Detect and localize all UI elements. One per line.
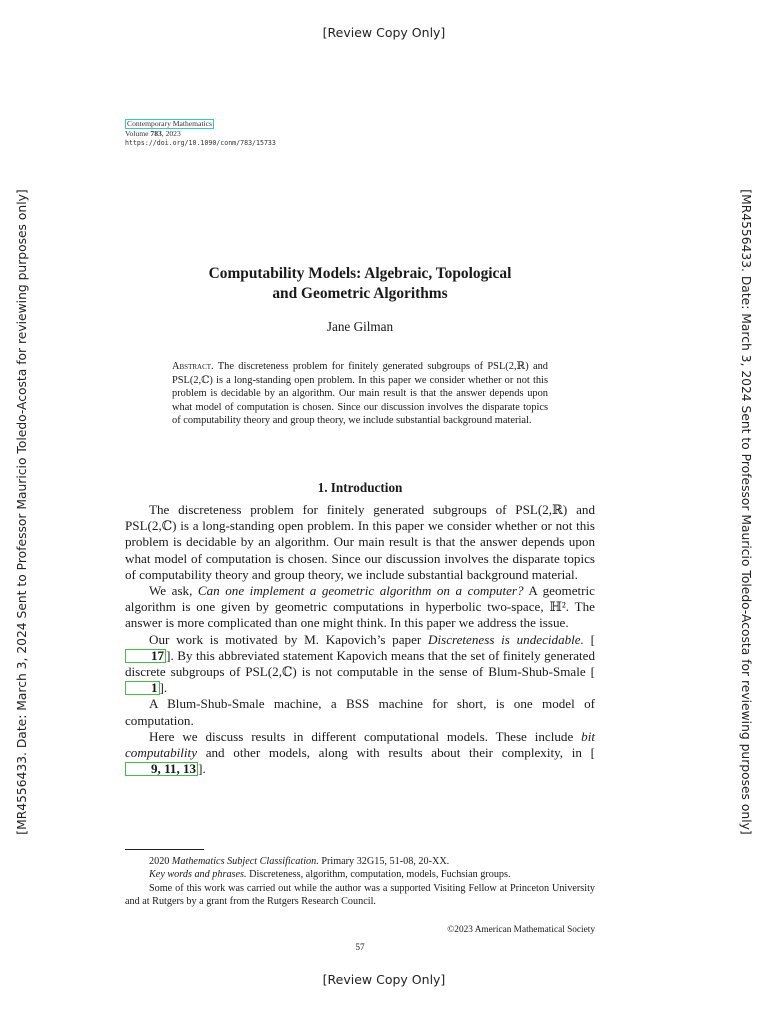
paragraph-5: Here we discuss results in different computational models. These include bit computability and other models, along with results about their complexity, in [9, 11, 13 ]. — [125, 728, 595, 777]
paragraph-3: Our work is motivated by M. Kapovich’s paper Discreteness is undecidable. [17 ]. By this abbreviated statement Kapovich means that the set of finitely generated discrete subgroups of PSL(2,ℂ) is not computable in the sense of Blum-Shub-Smale [1 ]. — [125, 631, 596, 696]
footnote-support: Some of this work was carried out while the author was a supported Visiting Fellow at Princeton University and at Rutgers by a grant from the Rutgers Research Council. — [125, 882, 595, 908]
abstract — [172, 360, 548, 428]
section-heading: 1. Introduction — [317, 480, 403, 495]
paragraph-1: The discreteness problem for finitely generated subgroups of PSL(2,ℝ) and PSL(2,ℂ) is a long-standing open problem. In this paper we consider whether or not this problem is decidable by an algorithm. Our main result is that the answer depends upon what model of computation is chosen. Since our discussion involves the disparate topics of computability theory and group theory, we include substantial background material. — [125, 502, 595, 582]
p2-question: Can one implement a geometric algorithm on a computer? — [197, 583, 524, 599]
volume-line — [125, 129, 276, 139]
p5-text-b: and other models, along with results about their complexity, in — [197, 745, 591, 761]
p2-text-a: We ask, — [149, 583, 198, 599]
citation-17[interactable]: 17 — [125, 649, 166, 663]
title-line-2: and Geometric Algorithms — [272, 285, 448, 302]
doi-link[interactable]: https://doi.org/10.1090/conm/783/15733 — [125, 138, 276, 147]
paper-title — [125, 264, 595, 304]
footnote-keywords — [125, 868, 595, 881]
side-note-right: [MR4556433. Date: March 3, 2024 Sent to Professor Mauricio Toledo-Acosta for reviewing purposes only] — [739, 189, 753, 835]
publication-meta — [125, 119, 276, 148]
p2-text-b: A geometric algorithm is one given by geometric computations in hyperbolic two-space, ℍ². The answer is more complicated than one might think. In this paper we address the issue. — [125, 583, 595, 631]
p5-term: bit computability — [125, 728, 595, 761]
p3-text-a: Our work is motivated by M. Kapovich’s paper — [149, 631, 428, 647]
author-name: Jane Gilman — [326, 319, 394, 334]
volume-prefix: Volume — [125, 129, 151, 138]
title-line-1: Computability Models: Algebraic, Topological — [208, 265, 512, 282]
p5-text-a: Here we discuss results in different computational models. These include — [149, 728, 582, 744]
paragraph-4: A Blum-Shub-Smale machine, a BSS machine for short, is one model of computation. — [125, 696, 595, 728]
p5-text-c: . — [202, 761, 206, 777]
review-banner-top: [Review Copy Only] — [322, 25, 446, 40]
footnote-msc — [125, 855, 595, 868]
volume-year: , 2023 — [161, 129, 181, 138]
paragraph-2 — [125, 583, 595, 632]
p3-paper-title: Discreteness is undecidable. — [428, 631, 584, 647]
review-banner-bottom: [Review Copy Only] — [322, 972, 446, 987]
keywords-text: Discreteness, algorithm, computation, models, Fuchsian groups. — [246, 869, 511, 881]
volume-number: 783 — [150, 129, 162, 138]
series-link[interactable]: Contemporary Mathematics — [127, 119, 212, 128]
p3-text-b: . By this abbreviated statement Kapovich means that the set of finitely generated discrete subgroups of PSL(2,ℂ) is not computable in the sense of Blum-Shub-Smale — [125, 647, 595, 680]
keywords-label: Key words and phrases. — [149, 869, 247, 881]
footnote-rule — [125, 849, 204, 850]
citation-9-11-13[interactable]: 9, 11, 13 — [125, 762, 198, 776]
copyright-line: ©2023 American Mathematical Society — [447, 925, 595, 935]
msc-prefix: 2020 — [149, 856, 172, 867]
msc-text: Primary 32G15, 51-08, 20-XX. — [318, 856, 450, 867]
citation-1[interactable]: 1 — [125, 681, 160, 695]
footnotes — [125, 855, 595, 909]
msc-label: Mathematics Subject Classification. — [171, 856, 319, 867]
abstract-text: The discreteness problem for finitely generated subgroups of PSL(2,ℝ) and PSL(2,ℂ) is a long-standing open problem. In this paper we consider whether or not this problem is decidable by an algorithm. Our main result is that the answer depends upon what model of computation is chosen. Since our discussion involves the disparate topics of computability theory and group theory, we include substantial background material. — [172, 361, 549, 427]
section-body — [125, 502, 595, 777]
page-number: 57 — [355, 943, 365, 953]
p3-text-c: . — [163, 680, 168, 696]
side-note-left: [MR4556433. Date: March 3, 2024 Sent to Professor Mauricio Toledo-Acosta for reviewing purposes only] — [15, 189, 29, 835]
abstract-label: Abstract. — [172, 361, 214, 372]
